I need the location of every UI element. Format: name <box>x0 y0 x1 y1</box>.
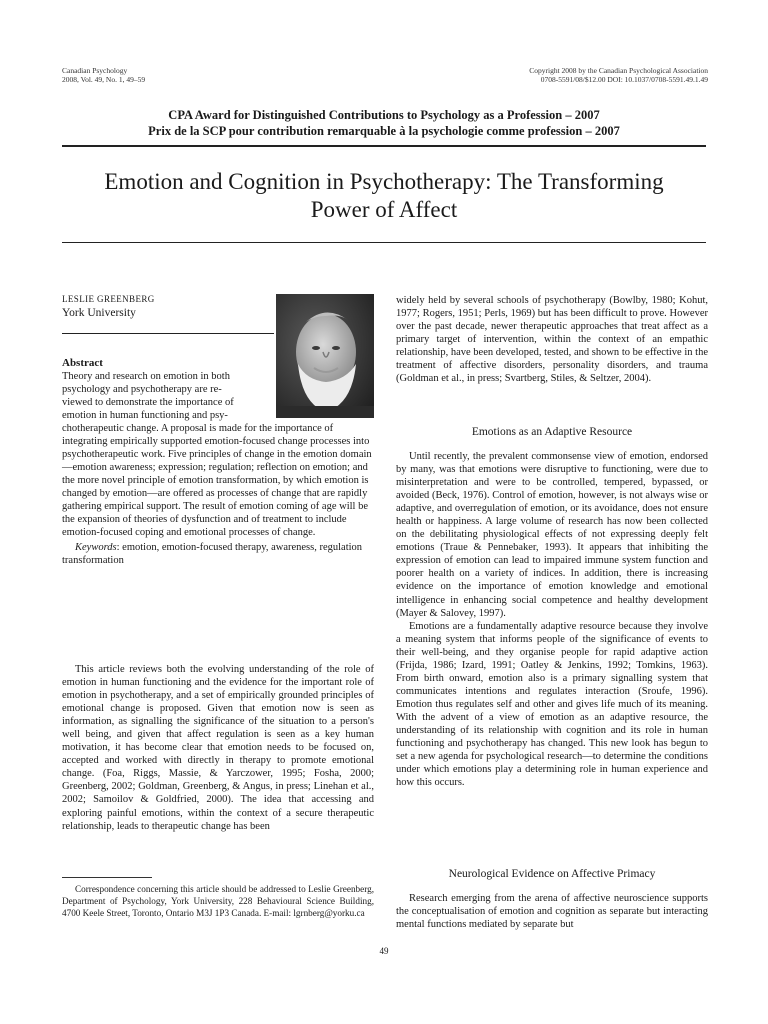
abstract-body <box>62 422 372 568</box>
keywords-text: : emotion, emotion-focused therapy, awareness, regulation transformation <box>62 542 363 567</box>
right-column-section-1 <box>396 450 708 789</box>
left-column-body <box>62 663 374 833</box>
journal-name: Canadian Psychology <box>62 66 128 75</box>
correspondence-footnote <box>62 883 374 919</box>
article-title-line-1: Emotion and Cognition in Psychotherapy: The Transforming <box>104 169 664 194</box>
right-column-section-2 <box>396 892 708 931</box>
doi-line: 0708-5591/08/$12.00 DOI: 10.1037/0708-5591.49.1.49 <box>540 75 708 84</box>
abstract-line: viewed to demonstrate the importance of <box>62 397 234 409</box>
running-header-left <box>62 66 145 84</box>
intro-paragraph: This article reviews both the evolving understanding of the role of emotion in human functioning and the evidence for the important role of emotion in psychotherapy, and a set of empirically grounded principles of emotional change is proposed. Given that emotion now is seen as information, as signalling the significance of the situation to a person's well being, and given that affect regulation is seen as a key human motivation, it has become clear that emotion needs to be focused on, accepted and worked with directly in therapy to promote emotional change. (Foa, Riggs, Massie, & Yarczower, 1995; Fosha, 2000; Greenberg, 2002; Goldman, Greenberg, & Angus, in press; Linehan et al., 2002; Samoilov & Goldfried, 2000). The idea that accessing and exploring painful emotions, within the context of a secure therapeutic relationship, leads to therapeutic change has been <box>62 664 374 832</box>
section-1-paragraph-1: Until recently, the prevalent commonsense view of emotion, endorsed by many, was that emotions were disruptive to functioning, were due to misinterpretation and were to be controlled, tempered, bypassed, or avoided (Beck, 1976). Control of emotion, however, is not always wise or adaptive, and overregulation of emotion, or its avoidance, does not ensure health or happiness. A large volume of research has now been collected on the debilitating physiological effects of not expressing deeply felt emotions (Traue & Pennebaker, 1993). It appears that inhibiting the expression of emotion can lead to impaired immune system function and poorer health on a variety of indices. In addition, there is increasing evidence on the importance of emotion knowledge and emotional intelligence in enhancing social competence and healthy development (Mayer & Salovey, 1997). <box>396 451 708 619</box>
article-title <box>62 168 706 224</box>
title-top-rule <box>62 145 706 147</box>
author-portrait-image <box>276 294 374 418</box>
abstract-line: emotion in human functioning and psy- <box>62 410 228 422</box>
page-number: 49 <box>379 946 389 956</box>
section-heading-adaptive-resource: Emotions as an Adaptive Resource <box>471 426 633 438</box>
keywords <box>62 541 372 567</box>
section-2-paragraph-1: Research emerging from the arena of affective neuroscience supports the conceptualisation of emotion and cognition as separate but interacting mental functions mediated by separate but <box>396 893 708 931</box>
journal-volume: 2008, Vol. 49, No. 1, 49–59 <box>62 75 146 84</box>
abstract-line: psychology and psychotherapy are re- <box>62 384 222 396</box>
right-column-intro <box>396 294 708 385</box>
section-heading-neurological-evidence: Neurological Evidence on Affective Primacy <box>448 868 656 880</box>
keywords-label: Keywords <box>75 542 117 554</box>
author-photo <box>276 294 374 418</box>
abstract-text: chotherapeutic change. A proposal is made for the importance of integrating empirically supported emotion-focused change processes into psychotherapeutic work. Five principles of change in the emotion domain—emotion awareness; expression; regulation; reflection on emotion; and the more novel principle of emotion transformation, by which emotion is changed by emotion—are offered as processes of change that are rapidly gathering empirical support. The result of emotion coming of age will be the expansion of theories of dysfunction and of treatment to include emotion-focused coping and emotional processes of change. <box>62 423 372 539</box>
footnote-rule <box>62 877 152 878</box>
author-name: LESLIE GREENBERG <box>62 294 155 304</box>
running-header-right <box>529 66 708 84</box>
title-bottom-rule <box>62 242 706 243</box>
award-line-french: Prix de la SCP pour contribution remarquable à la psychologie comme profession – 2007 <box>148 124 620 138</box>
abstract-heading: Abstract <box>62 357 103 369</box>
continued-paragraph: widely held by several schools of psychotherapy (Bowlby, 1980; Kohut, 1977; Rogers, 1951; Perls, 1969) but has been difficult to prove. However over the past decade, newer therapeutic approaches that treat affect as a primary target of intervention, within the context of an empathic relationship, have been developed, tested, and shown to be effective in the treatment of affective disorders, personality disorders, and trauma (Goldman et al., in press; Svartberg, Stiles, & Seltzer, 2004). <box>396 295 708 385</box>
article-title-line-2: Power of Affect <box>310 197 458 222</box>
award-line-english: CPA Award for Distinguished Contributions to Psychology as a Profession – 2007 <box>168 108 600 122</box>
abstract-narrow-lines <box>62 370 265 422</box>
copyright-line: Copyright 2008 by the Canadian Psychological Association <box>529 66 708 75</box>
abstract-line: Theory and research on emotion in both <box>62 371 230 382</box>
author-rule <box>62 333 274 334</box>
footnote-text: Correspondence concerning this article should be addressed to Leslie Greenberg, Department of Psychology, York University, 228 Behavioural Science Building, 4700 Keele Street, Toronto, Ontario M3J 1P3 Canada. E-mail: lgrnberg@yorku.ca <box>62 884 374 918</box>
author-affiliation: York University <box>62 307 136 319</box>
section-1-paragraph-2: Emotions are a fundamentally adaptive resource because they involve a meaning system that informs people of the significance of events to their well-being, and they organise people for rapid adaptive action (Frijda, 1986; Izard, 1991; Oatley & Jenkins, 1992; Tomkins, 1963). From birth onward, emotion also is a primary signalling system that communicates intentions and regulates interaction (Sroufe, 1996). Emotion thus regulates self and other and gives life much of its meaning. With the advent of a view of emotion as an adaptive resource, the understanding of its relationship with cognition and its role in human functioning and psychotherapy has changed. This new look has begun to set a new agenda for psychological research—to determine the conditions under which emotions play a determining role in human experience and how this occurs. <box>396 620 708 789</box>
